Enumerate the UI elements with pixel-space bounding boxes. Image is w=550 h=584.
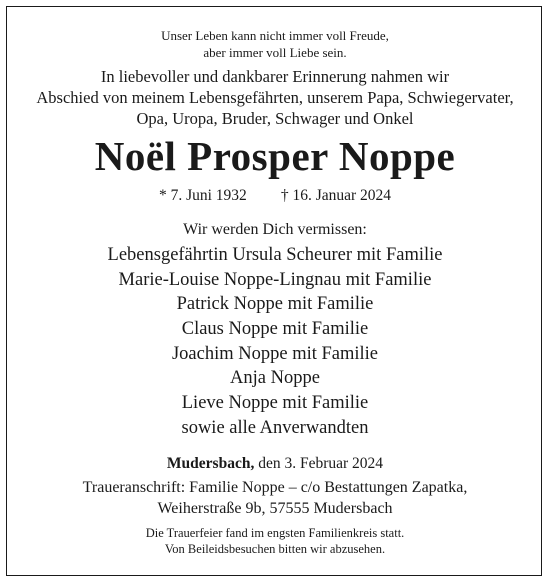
mourner-line: Patrick Noppe mit Familie: [176, 294, 374, 314]
birth-date: * 7. Juni 1932: [158, 187, 247, 204]
address-line-1: Traueranschrift: Familie Noppe – c/o Bestattungen Zapatka,: [82, 479, 468, 496]
mourner-line: Joachim Noppe mit Familie: [171, 344, 379, 364]
miss-line: Wir werden Dich vermissen:: [183, 221, 367, 238]
intro-line-2: Abschied von meinem Lebensgefährten, unserem Papa, Schwiegervater,: [36, 88, 514, 107]
date: den 3. Februar 2024: [258, 455, 384, 472]
place-date: [0, 455, 550, 473]
mourner-line: sowie alle Anverwandten: [181, 418, 369, 438]
mourner-line: Lieve Noppe mit Familie: [181, 393, 369, 413]
motto-line-2: aber immer voll Liebe sein.: [203, 45, 347, 60]
intro-line-3: Opa, Uropa, Bruder, Schwager und Onkel: [136, 109, 414, 128]
death-date: † 16. Januar 2024: [280, 187, 392, 204]
mourner-line: Lebensgefährtin Ursula Scheurer mit Familie: [107, 245, 443, 265]
deceased-name: Noël Prosper Noppe: [94, 133, 456, 179]
intro-line-1: In liebevoller und dankbarer Erinnerung nahmen wir: [100, 67, 450, 86]
mourner-line: Claus Noppe mit Familie: [181, 319, 369, 339]
motto-line-1: Unser Leben kann nicht immer voll Freude,: [161, 28, 389, 43]
mourner-line: Marie-Louise Noppe-Lingnau mit Familie: [118, 270, 432, 290]
place: Mudersbach,: [166, 455, 255, 472]
life-dates: [0, 187, 550, 205]
note-line-2: Von Beileidsbesuchen bitten wir abzusehen.: [164, 542, 386, 556]
address-line-2: Weiherstraße 9b, 57555 Mudersbach: [157, 500, 393, 517]
note-line-1: Die Trauerfeier fand im engsten Familienkreis statt.: [145, 526, 405, 540]
mourner-line: Anja Noppe: [230, 368, 320, 388]
